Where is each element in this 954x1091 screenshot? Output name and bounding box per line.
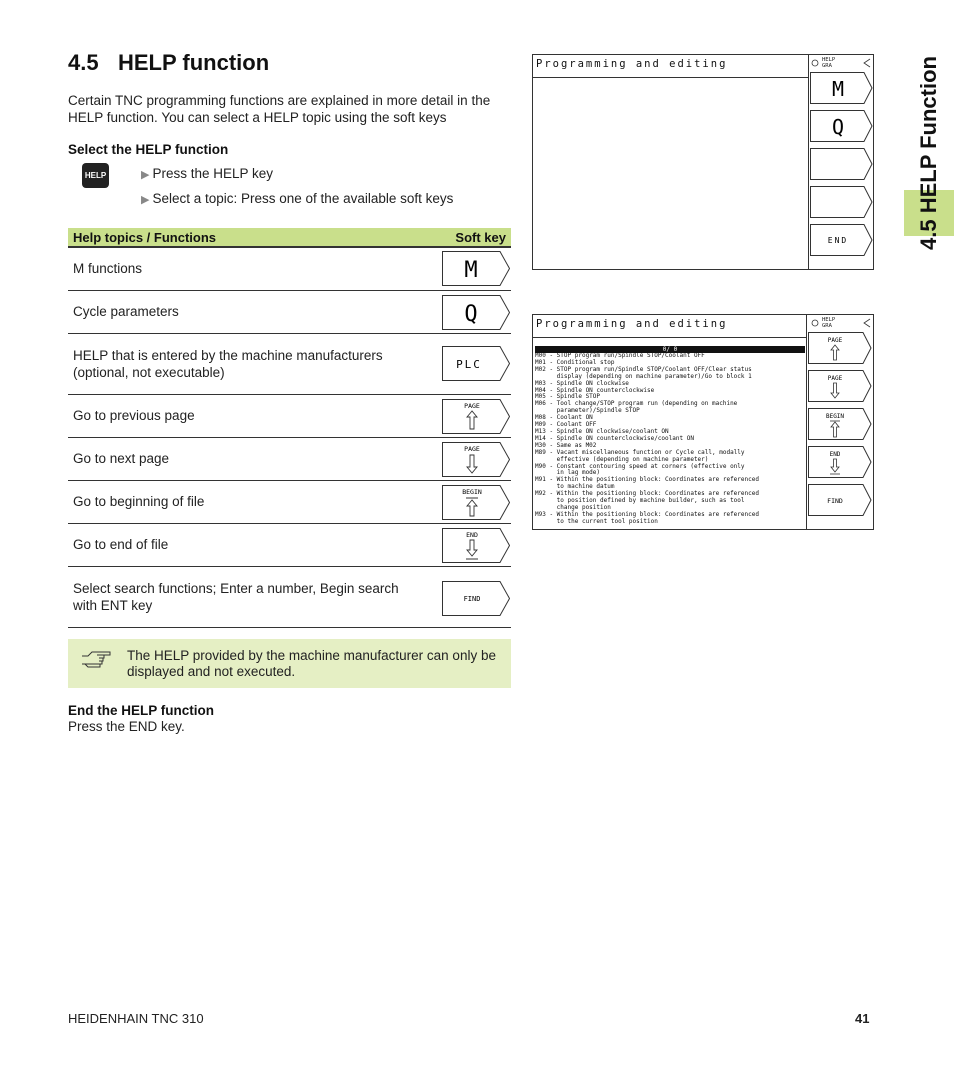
footer-product: HEIDENHAIN TNC 310 xyxy=(68,1011,204,1026)
col-header-functions: Help topics / Functions xyxy=(73,229,217,245)
list-line: M93 - Within the positioning block: Coordinates are referenced xyxy=(535,510,759,518)
svg-text:BEGIN: BEGIN xyxy=(462,488,482,496)
screen-softkey-blank-1 xyxy=(811,149,873,180)
note-text: The HELP provided by the machine manufacturer can only be displayed and not executed. xyxy=(127,648,496,679)
svg-text:4.5 HELP Function: 4.5 HELP Function xyxy=(916,56,941,250)
table-row xyxy=(68,334,511,395)
list-line: M91 - Within the positioning block: Coordinates are referenced xyxy=(535,476,759,484)
mode-icon xyxy=(811,59,819,67)
list-line: effective (depending on machine parameter) xyxy=(535,455,709,463)
m-function-list xyxy=(535,353,805,526)
select-heading: Select the HELP function xyxy=(68,142,229,157)
softkey-end-icon xyxy=(442,528,510,563)
list-line: M03 - Spindle ON clockwise xyxy=(535,379,629,387)
row-label: Cycle parameters xyxy=(73,304,179,319)
list-line: M89 - Vacant miscellaneous function or Cycle call, modally xyxy=(535,448,745,456)
svg-text:PAGE: PAGE xyxy=(464,402,480,410)
mode-arrow-icon xyxy=(863,318,871,328)
screen-softkey-column xyxy=(808,332,872,527)
help-topics-table xyxy=(68,228,511,628)
step-select-topic xyxy=(141,191,453,206)
mode-icon xyxy=(811,319,819,327)
step-text: Select a topic: Press one of the available soft keys xyxy=(152,191,454,206)
table-row xyxy=(68,291,511,334)
list-line: M92 - Within the positioning block: Coordinates are referenced xyxy=(535,490,759,498)
screen-title: Programming and editing xyxy=(536,58,728,70)
softkey-find-icon xyxy=(442,581,510,616)
softkey-page-up-icon xyxy=(442,399,510,434)
svg-text:FIND: FIND xyxy=(827,497,843,505)
row-label: M functions xyxy=(73,261,143,276)
help-key-icon: HELP xyxy=(82,163,109,188)
corner-label: HELP GRA xyxy=(822,57,836,69)
row-label: HELP that is entered by the machine manufacturers (optional, not executable) xyxy=(73,348,383,380)
bullet-arrow-icon: ▶ xyxy=(141,169,150,181)
list-line: M01 - Conditional stop xyxy=(535,358,615,366)
table-row xyxy=(68,395,511,438)
softkey-m-icon xyxy=(442,251,510,286)
page-number: 41 xyxy=(855,1011,870,1026)
tnc-screen-m-functions xyxy=(532,314,874,530)
col-header-softkey: Soft key xyxy=(455,229,506,245)
list-line: display (depending on machine parameter)/Go to block 1 xyxy=(535,372,752,380)
svg-text:PAGE: PAGE xyxy=(827,375,843,382)
screen-softkey-column xyxy=(810,72,873,267)
softkey-begin-icon xyxy=(442,485,510,520)
step-text: Press the HELP key xyxy=(152,166,274,181)
list-line: M05 - Spindle STOP xyxy=(535,393,601,401)
list-line: change position xyxy=(535,503,611,511)
row-label: Go to end of file xyxy=(73,537,169,552)
list-line: to machine datum xyxy=(535,483,615,491)
side-tab-label xyxy=(905,50,945,260)
svg-text:PAGE: PAGE xyxy=(464,445,480,453)
pointing-hand-icon xyxy=(80,648,112,670)
svg-text:END: END xyxy=(466,531,478,539)
list-line: M09 - Coolant OFF xyxy=(535,421,597,429)
svg-text:M: M xyxy=(464,258,478,283)
list-line: M30 - Same as M02 xyxy=(535,441,597,449)
tnc-screen-help xyxy=(532,54,874,270)
step-press-help xyxy=(141,166,273,181)
table-row xyxy=(68,248,511,291)
end-text: Press the END key. xyxy=(68,719,185,734)
table-header xyxy=(68,228,511,247)
section-title: HELP function xyxy=(118,50,270,75)
softkey-q-icon xyxy=(442,295,510,330)
svg-text:FIND: FIND xyxy=(463,595,481,603)
row-label: Go to beginning of file xyxy=(73,494,205,509)
list-header-bar: 0/ 0 xyxy=(535,346,805,353)
section-number: 4.5 xyxy=(68,50,99,75)
end-heading: End the HELP function xyxy=(68,703,214,718)
list-line: M08 - Coolant ON xyxy=(535,414,593,422)
page-title xyxy=(68,50,269,76)
svg-text:BEGIN: BEGIN xyxy=(825,413,845,420)
svg-text:PLC: PLC xyxy=(456,358,482,371)
svg-text:END: END xyxy=(827,236,849,245)
list-line: M00 - STOP program run/Spindle STOP/Coolant OFF xyxy=(535,352,705,359)
bullet-arrow-icon: ▶ xyxy=(141,194,150,206)
list-line: M02 - STOP program run/Spindle STOP/Coolant OFF/Clear status xyxy=(535,365,752,373)
screen-softkey-blank-2 xyxy=(811,187,873,218)
intro-paragraph: Certain TNC programming functions are explained in more detail in the HELP function. You can select a HELP topic using the soft keys xyxy=(68,93,491,125)
list-line: M90 - Constant contouring speed at corners (effective only xyxy=(535,462,745,470)
svg-text:END: END xyxy=(829,451,841,458)
table-row xyxy=(68,524,511,567)
svg-text:PAGE: PAGE xyxy=(827,337,843,344)
softkey-page-down-icon xyxy=(442,442,510,477)
row-label: Go to next page xyxy=(73,451,170,466)
list-line: M06 - Tool change/STOP program run (depending on machine xyxy=(535,400,738,408)
list-line: M14 - Spindle ON counterclockwise/coolant ON xyxy=(535,434,694,442)
table-row xyxy=(68,567,511,628)
list-line: parameter)/Spindle STOP xyxy=(535,407,640,415)
svg-text:M: M xyxy=(831,77,845,101)
table-row xyxy=(68,481,511,524)
svg-text:Q: Q xyxy=(831,115,845,139)
screen-title: Programming and editing xyxy=(536,318,728,330)
list-line: to position defined by machine builder, such as tool xyxy=(535,497,745,505)
list-line: in lag mode) xyxy=(535,469,601,477)
svg-text:Q: Q xyxy=(464,302,478,327)
softkey-plc-icon xyxy=(442,346,510,381)
corner-label: HELP GRA xyxy=(822,317,836,329)
row-label: Go to previous page xyxy=(73,408,195,423)
mode-arrow-icon xyxy=(863,58,871,68)
row-label: Select search functions; Enter a number, Begin search with ENT key xyxy=(73,581,399,613)
table-row xyxy=(68,438,511,481)
note-box xyxy=(68,639,511,688)
list-line: M13 - Spindle ON clockwise/coolant ON xyxy=(535,427,669,435)
list-line: to the current tool position xyxy=(535,517,658,525)
list-line: M04 - Spindle ON counterclockwise xyxy=(535,386,655,394)
